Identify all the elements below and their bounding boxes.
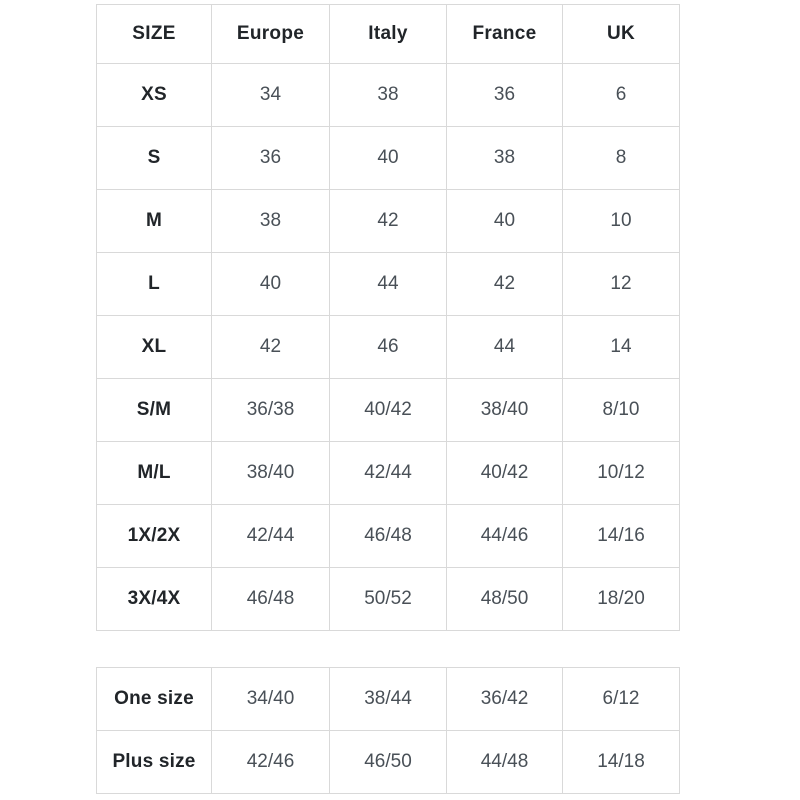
size-value-europe: 40: [212, 253, 330, 316]
size-value-uk: 8: [563, 127, 680, 190]
size-value-europe: 42: [212, 316, 330, 379]
size-label-xl: XL: [97, 316, 212, 379]
table-row: [97, 316, 680, 379]
size-value-uk: 12: [563, 253, 680, 316]
size-value-uk: 10: [563, 190, 680, 253]
size-table-header: [97, 5, 680, 64]
size-value-uk: 14: [563, 316, 680, 379]
size-value-italy: 42: [330, 190, 447, 253]
size-label-1x-2x: 1X/2X: [97, 505, 212, 568]
size-value-europe: 36/38: [212, 379, 330, 442]
table-row: [97, 505, 680, 568]
size-value-france: 40: [447, 190, 563, 253]
size-value-italy: 50/52: [330, 568, 447, 631]
table-row: [97, 442, 680, 505]
size-value-uk: 14/16: [563, 505, 680, 568]
size-value-uk: 10/12: [563, 442, 680, 505]
size-value-france: 38: [447, 127, 563, 190]
size-label-s: S: [97, 127, 212, 190]
size-value-italy: 46/48: [330, 505, 447, 568]
size-value-france: 36: [447, 64, 563, 127]
size-value-europe: 34: [212, 64, 330, 127]
size-value-europe: 36: [212, 127, 330, 190]
size-label-plus-size: Plus size: [97, 731, 212, 794]
size-value-uk: 18/20: [563, 568, 680, 631]
size-value-france: 40/42: [447, 442, 563, 505]
size-value-france: 44: [447, 316, 563, 379]
size-value-france: 36/42: [447, 668, 563, 731]
size-value-uk: 14/18: [563, 731, 680, 794]
size-value-italy: 38/44: [330, 668, 447, 731]
size-label-m-l: M/L: [97, 442, 212, 505]
size-label-l: L: [97, 253, 212, 316]
one-size-plus-size-table: [96, 667, 680, 794]
extra-table-body: [97, 668, 680, 794]
size-value-france: 38/40: [447, 379, 563, 442]
size-value-france: 44/46: [447, 505, 563, 568]
size-value-uk: 6: [563, 64, 680, 127]
table-row: [97, 731, 680, 794]
size-value-europe: 38/40: [212, 442, 330, 505]
size-value-italy: 38: [330, 64, 447, 127]
column-header-uk: UK: [563, 5, 680, 64]
size-value-italy: 40: [330, 127, 447, 190]
size-value-uk: 6/12: [563, 668, 680, 731]
size-value-europe: 42/46: [212, 731, 330, 794]
size-value-europe: 38: [212, 190, 330, 253]
size-value-europe: 46/48: [212, 568, 330, 631]
column-header-europe: Europe: [212, 5, 330, 64]
size-value-europe: 34/40: [212, 668, 330, 731]
column-header-size: SIZE: [97, 5, 212, 64]
size-value-italy: 46: [330, 316, 447, 379]
size-value-italy: 42/44: [330, 442, 447, 505]
size-label-one-size: One size: [97, 668, 212, 731]
size-value-france: 44/48: [447, 731, 563, 794]
table-row: [97, 253, 680, 316]
size-label-m: M: [97, 190, 212, 253]
size-value-europe: 42/44: [212, 505, 330, 568]
table-row: [97, 568, 680, 631]
size-conversion-table: [96, 4, 680, 631]
size-value-uk: 8/10: [563, 379, 680, 442]
table-row: [97, 127, 680, 190]
size-label-xs: XS: [97, 64, 212, 127]
size-value-italy: 40/42: [330, 379, 447, 442]
size-value-italy: 46/50: [330, 731, 447, 794]
column-header-france: France: [447, 5, 563, 64]
table-row: [97, 64, 680, 127]
column-header-italy: Italy: [330, 5, 447, 64]
table-row: [97, 668, 680, 731]
size-label-s-m: S/M: [97, 379, 212, 442]
size-value-france: 48/50: [447, 568, 563, 631]
header-row: [97, 5, 680, 64]
size-value-france: 42: [447, 253, 563, 316]
table-row: [97, 190, 680, 253]
table-row: [97, 379, 680, 442]
size-value-italy: 44: [330, 253, 447, 316]
size-label-3x-4x: 3X/4X: [97, 568, 212, 631]
size-table-body: [97, 64, 680, 631]
